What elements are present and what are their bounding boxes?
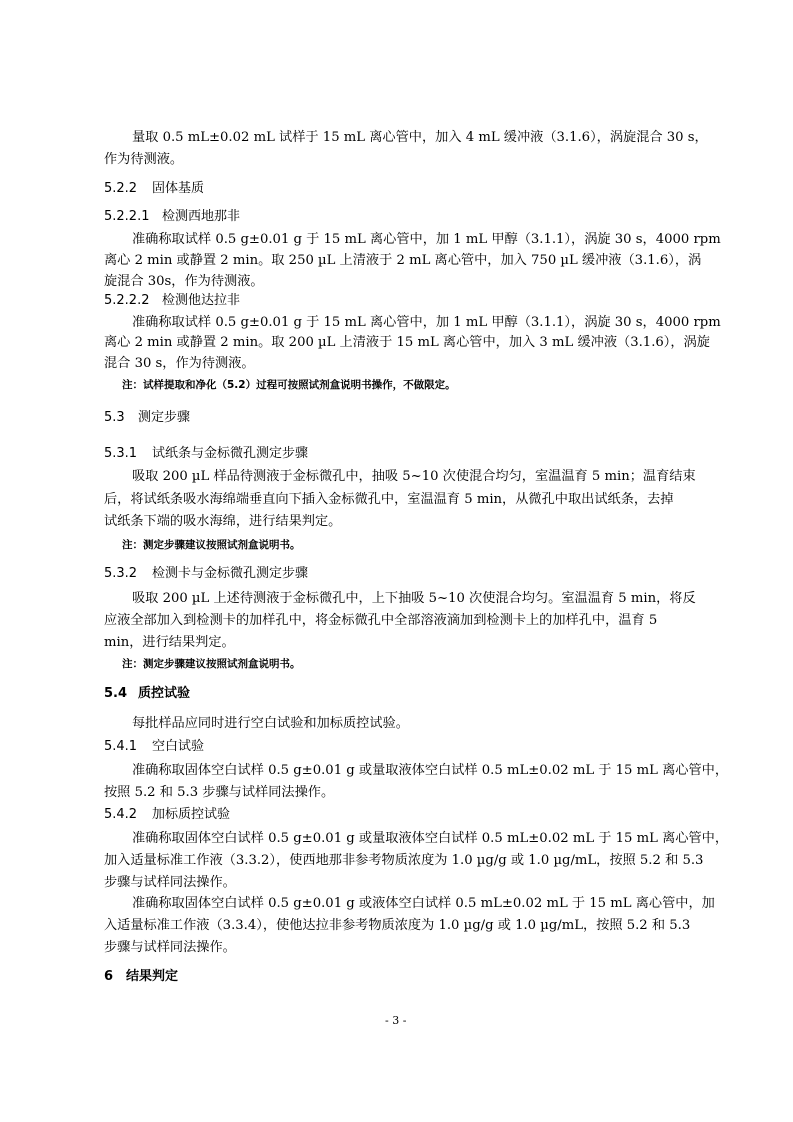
heading-number: 6 [104, 969, 114, 984]
note-text: 注：测定步骤建议按照试剂盒说明书。 [122, 658, 301, 670]
paragraph-line: 准确称取试样 0.5 g±0.01 g 于 15 mL 离心管中，加 1 mL 甲醇（3.1.1），涡旋 30 s，4000 rpm [132, 232, 721, 247]
paragraph-line: 吸取 200 µL 样品待测液于金标微孔中，抽吸 5~10 次使混合均匀，室温温育 5 min；温育结束 [132, 469, 696, 484]
section-heading-5-3-2 [104, 565, 308, 583]
heading-title: 结果判定 [126, 969, 179, 984]
paragraph-line: 混合 30 s，作为待测液。 [104, 356, 255, 371]
heading-title: 检测他达拉非 [162, 293, 241, 308]
paragraph-line: 作为待测液。 [104, 152, 184, 167]
paragraph-line: 步骤与试样同法操作。 [104, 940, 236, 955]
paragraph-line: 准确称取试样 0.5 g±0.01 g 于 15 mL 离心管中，加 1 mL 甲醇（3.1.1），涡旋 30 s，4000 rpm [132, 315, 721, 330]
section-heading-5-4-1 [104, 738, 204, 756]
paragraph-line: 准确称取固体空白试样 0.5 g±0.01 g 或液体空白试样 0.5 mL±0.02 mL 于 15 mL 离心管中，加 [132, 896, 715, 911]
paragraph-line: 试纸条下端的吸水海绵，进行结果判定。 [104, 514, 342, 529]
note-text: 注：测定步骤建议按照试剂盒说明书。 [122, 539, 301, 551]
paragraph-line: 离心 2 min 或静置 2 min。取 250 µL 上清液于 2 mL 离心管中，加入 750 µL 缓冲液（3.1.6），涡 [104, 253, 702, 268]
heading-number: 5.3.1 [104, 446, 138, 461]
section-heading-5-2-2-1 [104, 208, 240, 226]
heading-number: 5.3.2 [104, 566, 138, 581]
heading-number: 5.2.2.1 [104, 209, 150, 224]
paragraph-line: 应液全部加入到检测卡的加样孔中，将金标微孔中全部溶液滴加到检测卡上的加样孔中，温育 5 [104, 613, 658, 628]
note-text: 注：试样提取和净化（5.2）过程可按照试剂盒说明书操作，不做限定。 [122, 379, 456, 391]
heading-title: 试纸条与金标微孔测定步骤 [152, 446, 309, 461]
paragraph-line: 加入适量标准工作液（3.3.2），使西地那非参考物质浓度为 1.0 µg/g 或 1.0 µg/mL，按照 5.2 和 5.3 [104, 853, 704, 868]
heading-title: 检测西地那非 [162, 209, 241, 224]
paragraph-line: 旋混合 30s，作为待测液。 [104, 274, 264, 289]
heading-title: 测定步骤 [138, 410, 191, 425]
heading-number: 5.4 [104, 686, 128, 701]
section-heading-6 [104, 968, 178, 986]
heading-title: 固体基质 [152, 181, 205, 196]
heading-number: 5.4.1 [104, 739, 138, 754]
page-number: - 3 - [385, 1014, 407, 1027]
heading-title: 检测卡与金标微孔测定步骤 [152, 566, 309, 581]
paragraph-line: 吸取 200 µL 上述待测液于金标微孔中，上下抽吸 5~10 次使混合均匀。室温温育 5 min，将反 [132, 591, 696, 606]
paragraph-line: 后，将试纸条吸水海绵端垂直向下插入金标微孔中，室温温育 5 min，从微孔中取出试纸条，去掉 [104, 492, 674, 507]
section-heading-5-3 [104, 409, 190, 427]
paragraph-line: 准确称取固体空白试样 0.5 g±0.01 g 或量取液体空白试样 0.5 mL±0.02 mL 于 15 mL 离心管中， [132, 763, 729, 778]
heading-title: 空白试验 [152, 739, 205, 754]
paragraph-line: 离心 2 min 或静置 2 min。取 200 µL 上清液于 15 mL 离心管中，加入 3 mL 缓冲液（3.1.6），涡旋 [104, 335, 710, 350]
paragraph-line: 步骤与试样同法操作。 [104, 875, 236, 890]
paragraph-line: 入适量标准工作液（3.3.4），使他达拉非参考物质浓度为 1.0 µg/g 或 1.0 µg/mL，按照 5.2 和 5.3 [104, 918, 691, 933]
section-heading-5-3-1 [104, 445, 308, 463]
paragraph-line: min，进行结果判定。 [104, 635, 235, 650]
heading-number: 5.2.2.2 [104, 293, 150, 308]
heading-number: 5.4.2 [104, 807, 138, 822]
heading-number: 5.3 [104, 410, 125, 425]
heading-title: 加标质控试验 [152, 807, 231, 822]
paragraph-line: 按照 5.2 和 5.3 步骤与试样同法操作。 [104, 785, 335, 800]
heading-number: 5.2.2 [104, 181, 138, 196]
section-heading-5-4 [104, 685, 190, 703]
paragraph-line: 准确称取固体空白试样 0.5 g±0.01 g 或量取液体空白试样 0.5 mL±0.02 mL 于 15 mL 离心管中， [132, 831, 729, 846]
section-heading-5-2-2-2 [104, 292, 240, 310]
section-heading-5-4-2 [104, 806, 230, 824]
paragraph-line: 每批样品应同时进行空白试验和加标质控试验。 [132, 716, 409, 731]
section-heading-5-2-2 [104, 180, 204, 198]
paragraph-line: 量取 0.5 mL±0.02 mL 试样于 15 mL 离心管中，加入 4 mL 缓冲液（3.1.6），涡旋混合 30 s， [132, 130, 708, 145]
heading-title: 质控试验 [138, 686, 191, 701]
